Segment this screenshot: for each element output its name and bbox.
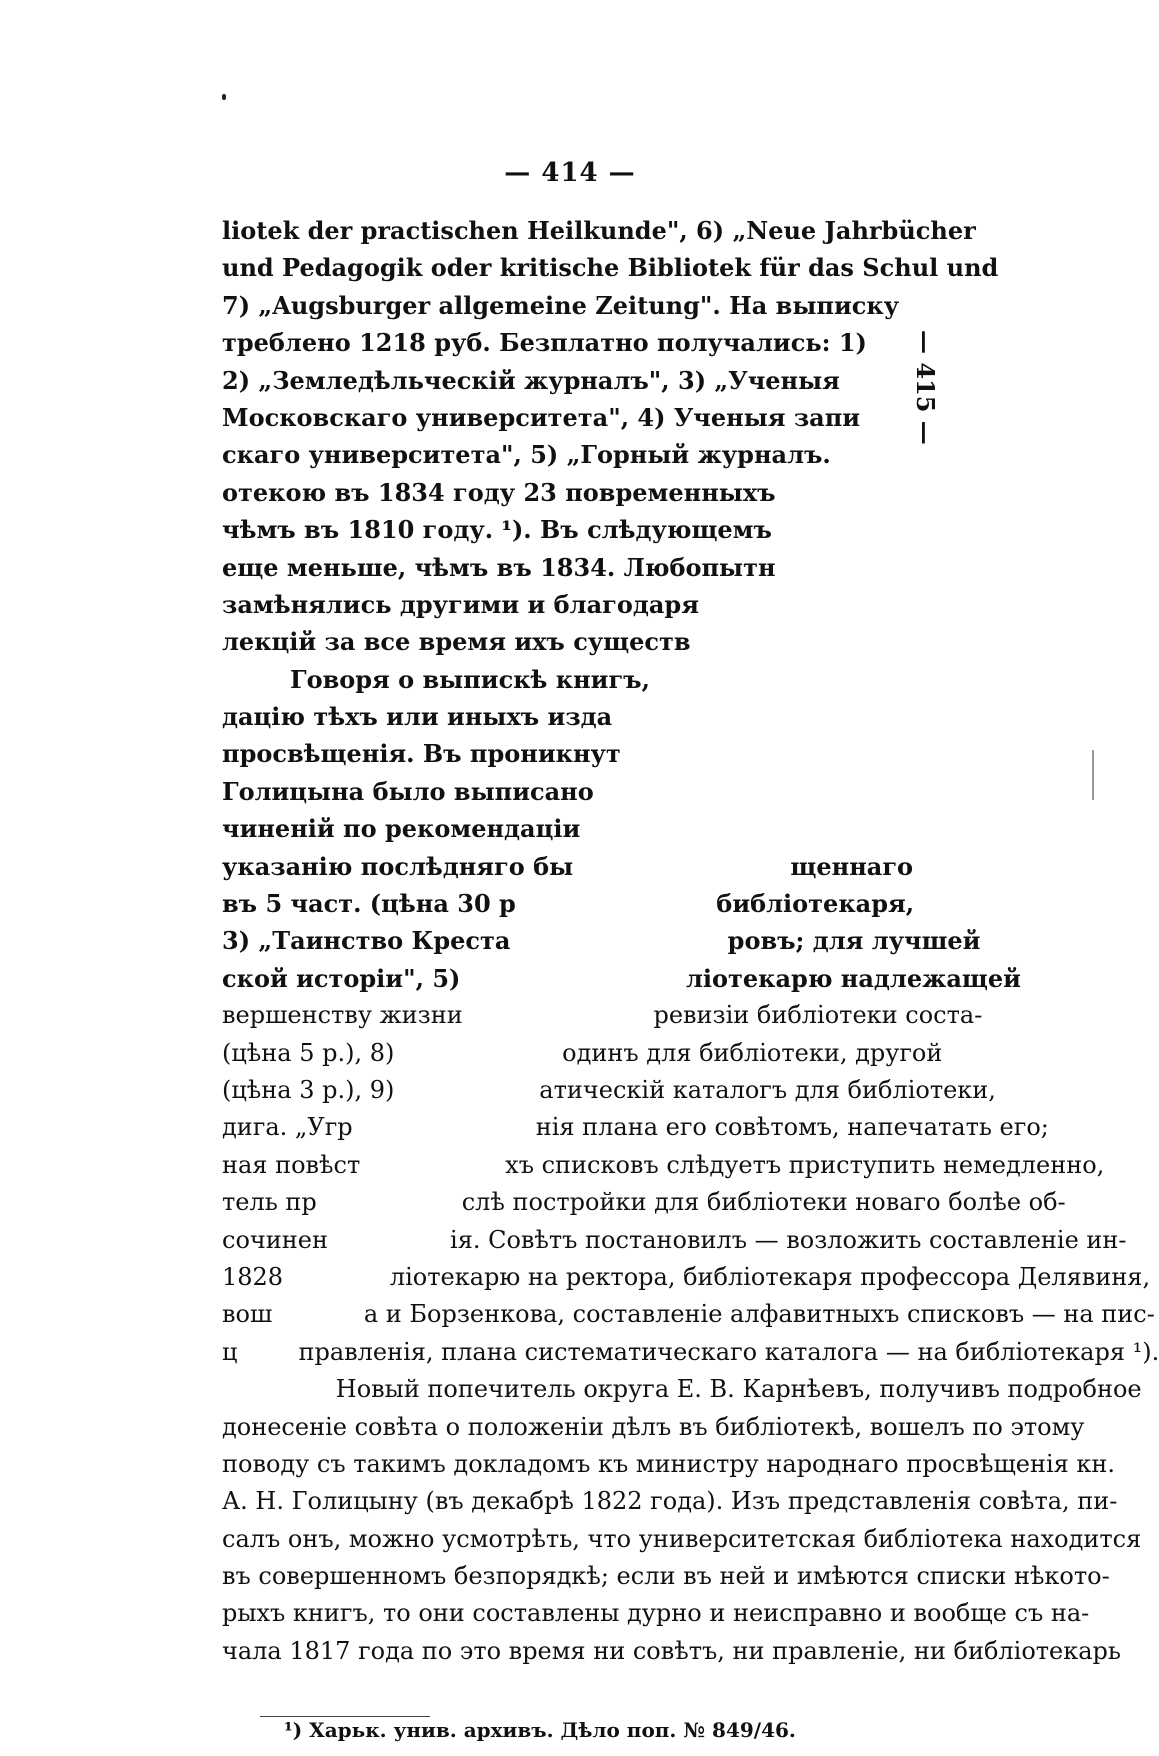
text-line: сочинен ія. Совѣтъ постановилъ — возложить составленіе ин- <box>222 1225 1127 1254</box>
text-line: (цѣна 5 р.), 8) одинъ для библіотеки, другой <box>222 1038 943 1067</box>
text-line: дига. „Угр нія плана его совѣтомъ, напечатать его; <box>222 1113 1049 1142</box>
text-line: тель пр слѣ постройки для библіотеки новаго болѣе об- <box>222 1188 1066 1217</box>
body-text <box>222 212 1159 1670</box>
text-line: указанію послѣдняго бы щеннаго <box>222 851 914 881</box>
ink-speck <box>222 94 226 100</box>
text-line: 3) „Таинство Креста ровъ; для лучшей <box>222 926 981 956</box>
fold-shadow <box>1092 750 1094 800</box>
footnote: ¹) Харьк. унив. архивъ. Дѣло поп. № 849/46. <box>284 1718 796 1742</box>
text-line: рыхъ книгъ, то они составлены дурно и неисправно и вообще съ на- <box>222 1599 1090 1628</box>
footnote-rule <box>260 1716 430 1717</box>
text-line: скаго университета", 5) „Горный журналъ. <box>222 440 831 470</box>
text-line: (цѣна 3 р.), 9) атическій каталогъ для библіотеки, <box>222 1075 996 1104</box>
text-line: Говоря о выпискѣ книгъ, <box>290 664 650 694</box>
text-line: ской исторіи", 5) ліотекарю надлежащей <box>222 963 1021 993</box>
text-line: Голицына было выписано <box>222 776 594 806</box>
folded-page-number: — 415 — <box>911 330 940 445</box>
text-line: und Pedagogik oder kritische Bibliotek für das Schul und <box>222 253 999 283</box>
text-line: ная повѣст хъ списковъ слѣдуетъ приступить немедленно, <box>222 1150 1105 1179</box>
text-line: поводу съ такимъ докладомъ къ министру народнаго просвѣщенія кн. <box>222 1449 1116 1478</box>
text-line: 7) „Augsburger allgemeine Zeitung". На выписку <box>222 290 900 320</box>
text-line: въ 5 част. (цѣна 30 р библіотекаря, <box>222 889 915 919</box>
text-line: донесеніе совѣта о положеніи дѣлъ въ библіотекѣ, вошелъ по этому <box>222 1412 1085 1441</box>
text-line: просвѣщенія. Въ проникнут <box>222 739 621 769</box>
text-line: замѣнялись другими и благодаря <box>222 589 699 619</box>
text-line: дацію тѣхъ или иныхъ изда <box>222 702 613 732</box>
text-line: А. Н. Голицыну (въ декабрѣ 1822 года). Изъ представленія совѣта, пи- <box>222 1487 1118 1516</box>
text-line: вош а и Борзенкова, составленіе алфавитныхъ списковъ — на пис- <box>222 1300 1155 1329</box>
text-line: чиненій по рекомендаціи <box>222 814 581 844</box>
text-line: 2) „Земледѣльческій журналъ", 3) „Ученыя <box>222 365 840 395</box>
text-line: Московскаго университета", 4) Ученыя запи <box>222 402 861 432</box>
text-line: треблено 1218 руб. Безплатно получались: 1) <box>222 328 867 358</box>
text-line: Новый попечитель округа Е. В. Карнѣевъ, получивъ подробное <box>290 1375 1142 1404</box>
text-line: въ совершенномъ безпорядкѣ; если въ ней и имѣются списки нѣкото- <box>222 1562 1110 1591</box>
text-line: салъ онъ, можно усмотрѣть, что университетская библіотека находится <box>222 1524 1142 1553</box>
text-line: 1828 ліотекарю на ректора, библіотекаря профессора Делявиня, <box>222 1262 1151 1291</box>
text-line: вершенству жизни ревизіи библіотеки соста- <box>222 1001 983 1030</box>
text-line: чѣмъ въ 1810 году. ¹). Въ слѣдующемъ <box>222 515 772 545</box>
text-line: liotek der practischen Heilkunde", 6) „Neue Jahrbücher <box>222 216 976 245</box>
text-line: чала 1817 года по это время ни совѣтъ, ни правленіе, ни библіотекарь <box>222 1636 1121 1665</box>
text-line: ц правленія, плана систематическаго каталога — на библіотекаря ¹). <box>222 1337 1159 1366</box>
page-number: — 414 — <box>504 158 636 188</box>
text-line: отекою въ 1834 году 23 повременныхъ <box>222 477 776 507</box>
text-line: лекцій за все время ихъ существ <box>222 627 691 657</box>
text-line: еще меньше, чѣмъ въ 1834. Любопытн <box>222 552 776 582</box>
